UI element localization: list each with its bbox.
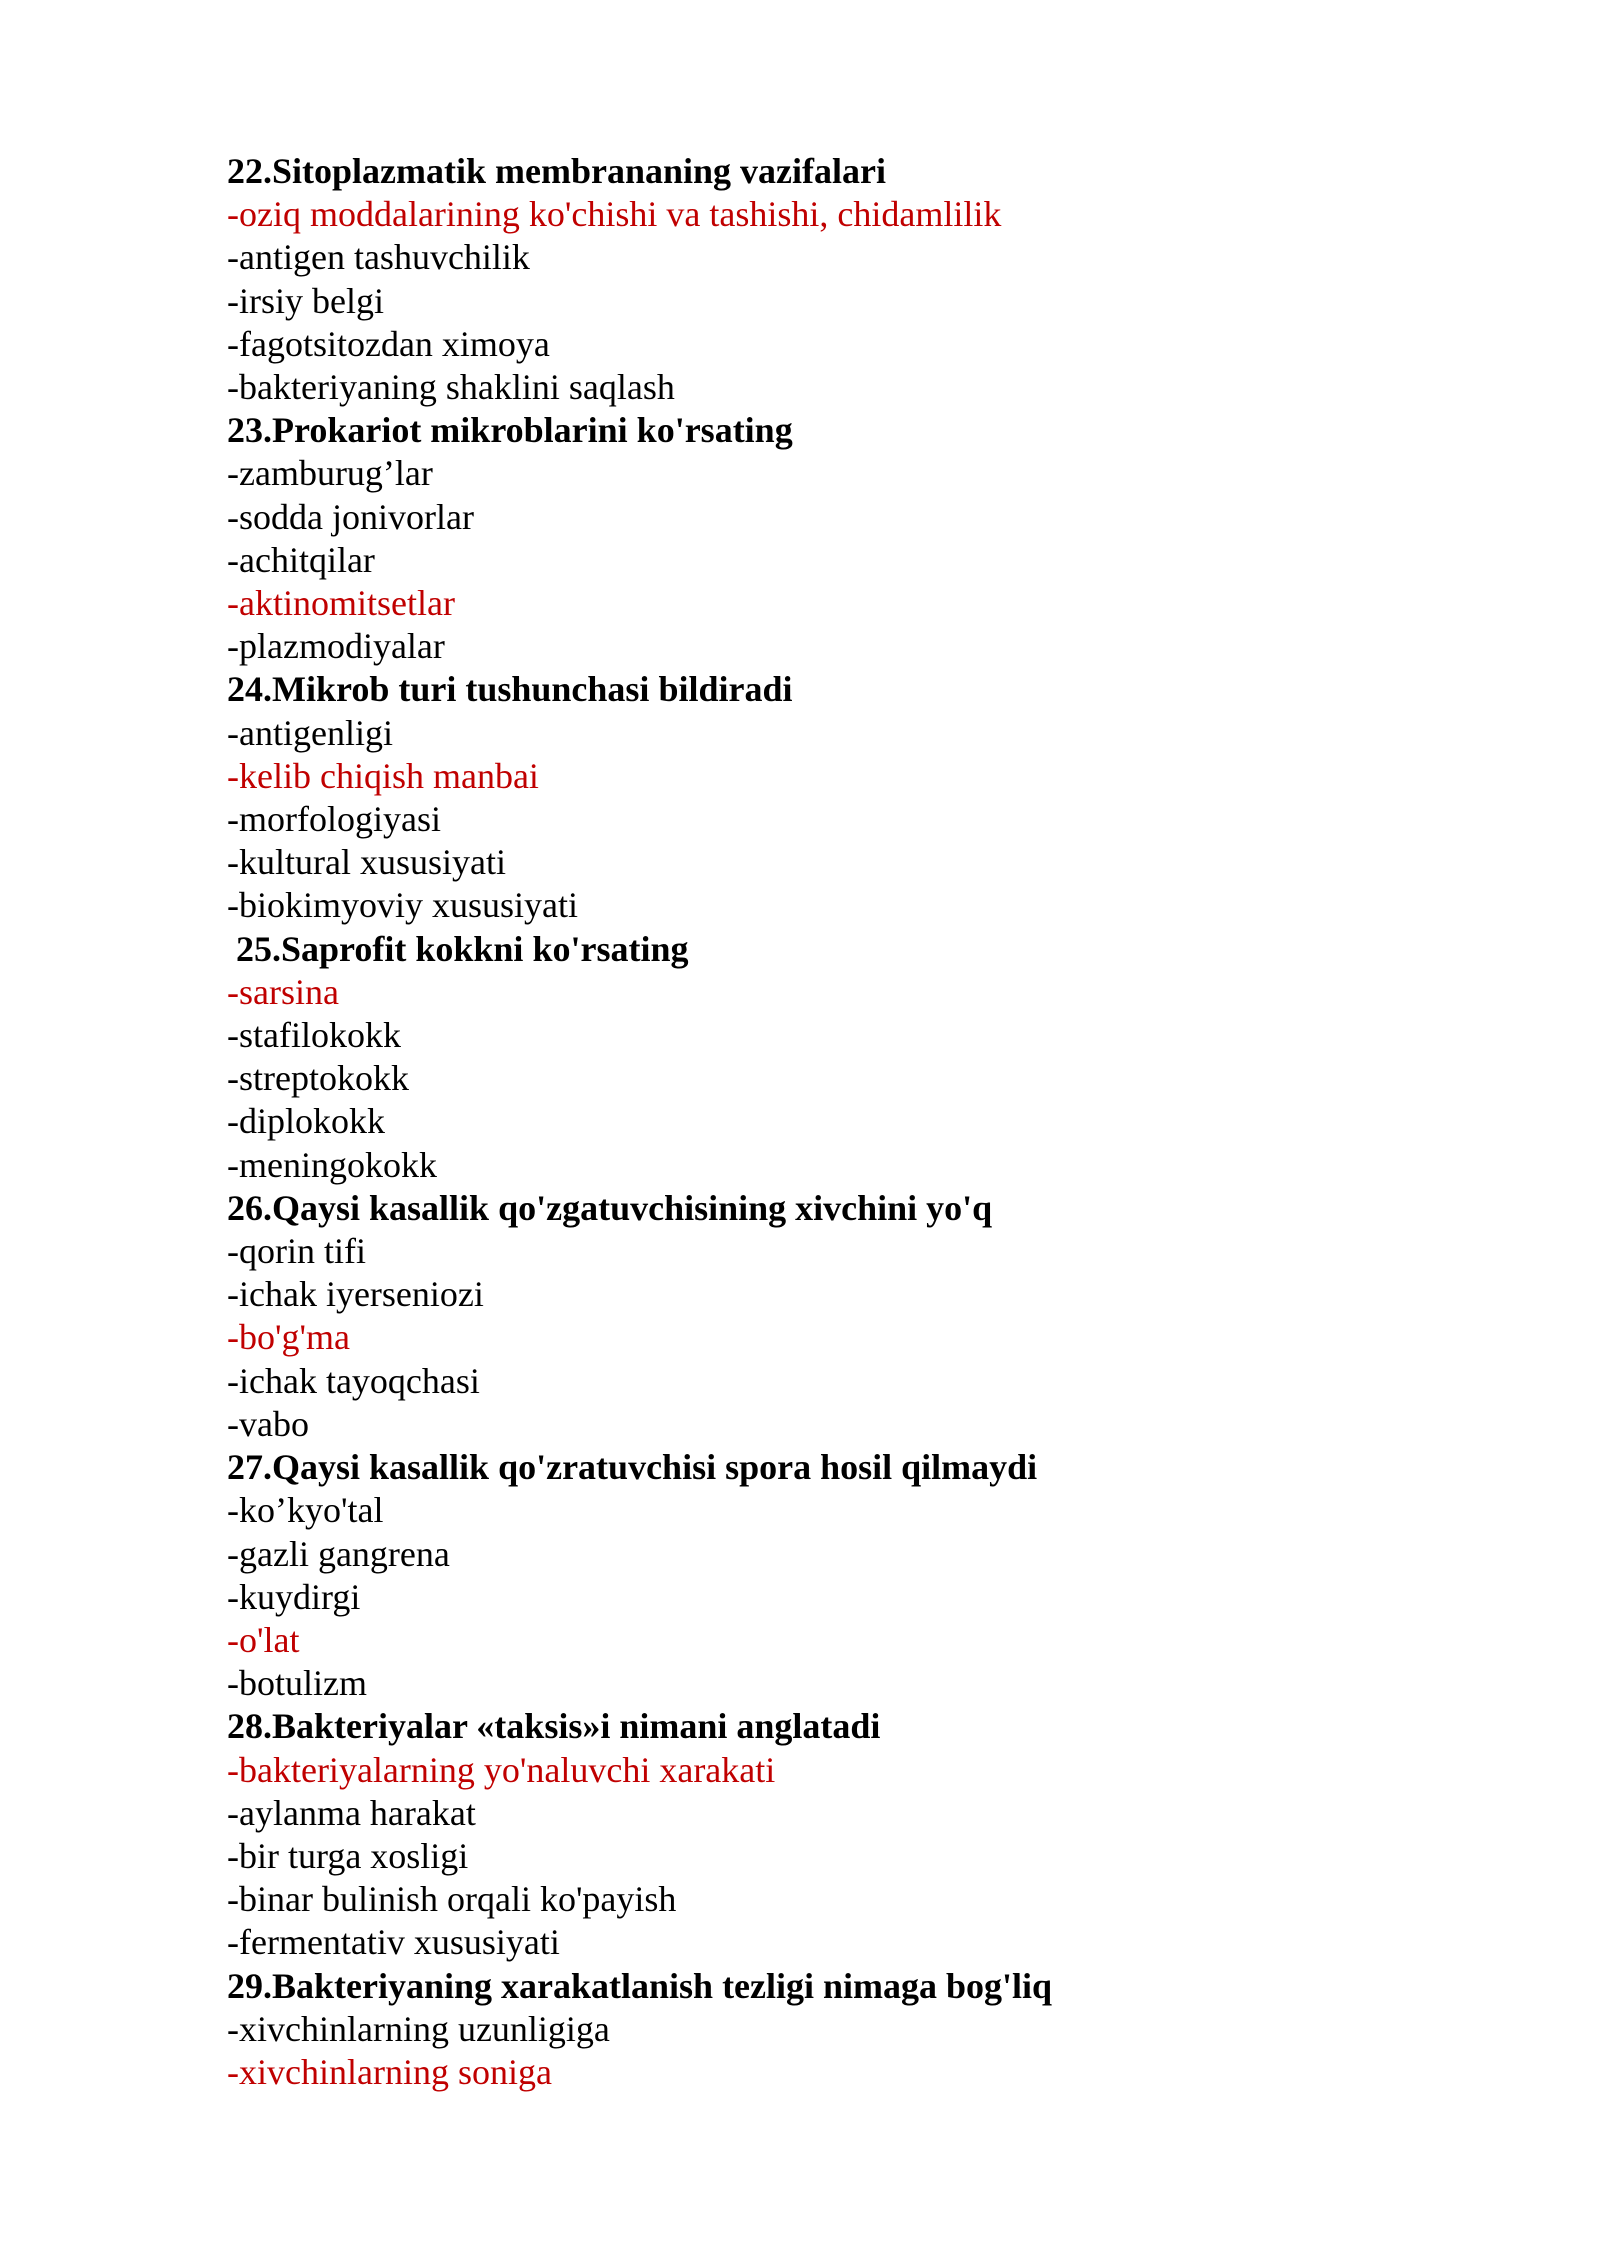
answer-option: -stafilokokk [227,1015,401,1056]
answer-option: -bir turga xosligi [227,1835,469,1876]
answer-option-correct: -aktinomitsetlar [227,583,455,624]
answer-option-correct: -o'lat [227,1619,300,1660]
answer-option: -antigen tashuvchilik [227,237,530,278]
answer-option: -bakteriyaning shaklini saqlash [227,367,675,408]
answer-option: -ichak iyerseniozi [227,1274,484,1315]
answer-option: -ichak tayoqchasi [227,1360,480,1401]
question-block [227,150,1527,409]
answer-option: -meningokokk [227,1144,437,1185]
question-title: 26.Qaysi kasallik qo'zgatuvchisining xivchini yo'q [227,1187,993,1228]
answer-option: -sodda jonivorlar [227,496,474,537]
question-block [227,928,1527,1187]
question-title: 25.Saprofit kokkni ko'rsating [227,928,689,969]
answer-option: -xivchinlarning uzunligiga [227,2008,610,2049]
question-block [227,1705,1527,1964]
answer-option: -zamburug’lar [227,453,433,494]
question-block [227,1965,1527,2095]
answer-option: -botulizm [227,1663,367,1704]
answer-option: -kuydirgi [227,1576,361,1617]
answer-option: -irsiy belgi [227,280,384,321]
answer-option-correct: -kelib chiqish manbai [227,755,539,796]
question-block [227,668,1527,927]
answer-option: -morfologiyasi [227,799,441,840]
answer-option: -diplokokk [227,1101,385,1142]
answer-option: -gazli gangrena [227,1533,450,1574]
answer-option-correct: -xivchinlarning soniga [227,2051,552,2092]
question-block [227,409,1527,668]
answer-option: -plazmodiyalar [227,626,445,667]
question-block [227,1446,1527,1705]
answer-option: -vabo [227,1403,309,1444]
answer-option: -ko’kyo'tal [227,1490,384,1531]
answer-option: -streptokokk [227,1058,409,1099]
answer-option-correct: -sarsina [227,971,339,1012]
answer-option: -binar bulinish orqali ko'payish [227,1879,677,1920]
answer-option-correct: -oziq moddalarining ko'chishi va tashishi, chidamlilik [227,194,1002,235]
answer-option: -kultural xususiyati [227,842,506,883]
answer-option: -antigenligi [227,712,393,753]
question-title: 23.Prokariot mikroblarini ko'rsating [227,410,793,451]
question-block [227,1187,1527,1446]
question-title: 27.Qaysi kasallik qo'zratuvchisi spora hosil qilmaydi [227,1447,1038,1488]
answer-option: -qorin tifi [227,1231,366,1272]
question-title: 22.Sitoplazmatik membrananing vazifalari [227,151,886,191]
answer-option: -fermentativ xususiyati [227,1922,560,1963]
answer-option: -achitqilar [227,539,375,580]
question-title: 24.Mikrob turi tushunchasi bildiradi [227,669,793,710]
answer-option-correct: -bo'g'ma [227,1317,350,1358]
answer-option: -biokimyoviy xususiyati [227,885,578,926]
question-title: 29.Bakteriyaning xarakatlanish tezligi nimaga bog'liq [227,1965,1053,2006]
answer-option-correct: -bakteriyalarning yo'naluvchi xarakati [227,1749,776,1790]
document-body [227,150,1527,2094]
question-title: 28.Bakteriyalar «taksis»i nimani anglatadi [227,1706,881,1747]
answer-option: -fagotsitozdan ximoya [227,323,550,364]
answer-option: -aylanma harakat [227,1792,476,1833]
